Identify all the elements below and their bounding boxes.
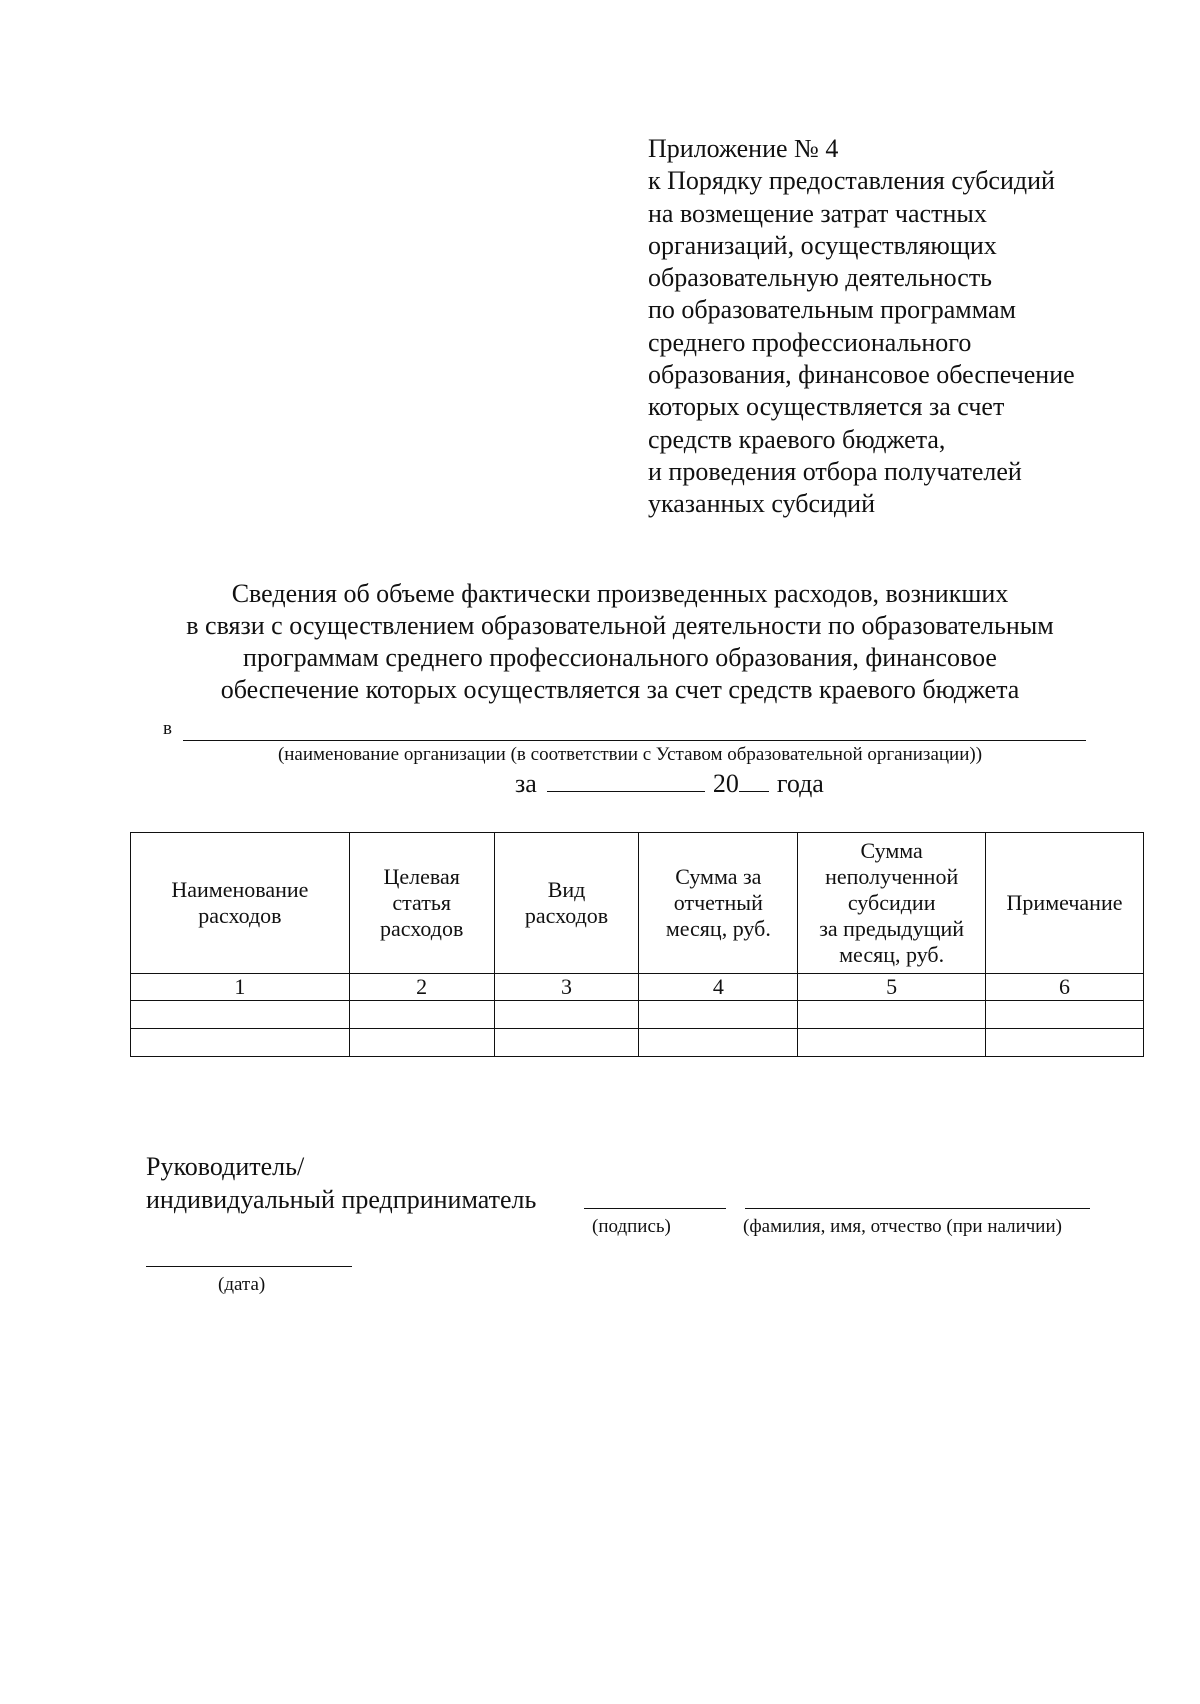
period-year-prefix: 20 bbox=[712, 769, 739, 798]
header-text: Примечание bbox=[1006, 890, 1123, 915]
table-cell[interactable] bbox=[639, 1029, 798, 1057]
column-number: 3 bbox=[494, 974, 639, 1001]
organization-name-field[interactable] bbox=[183, 740, 1086, 741]
table-header-row bbox=[131, 833, 1144, 974]
table-cell[interactable] bbox=[494, 1029, 639, 1057]
full-name-field[interactable] bbox=[745, 1208, 1090, 1209]
organization-row bbox=[163, 714, 1113, 744]
table-row bbox=[131, 1029, 1144, 1057]
table-cell[interactable] bbox=[986, 1029, 1144, 1057]
header-text: месяц, руб. bbox=[665, 916, 771, 941]
date-field[interactable] bbox=[146, 1266, 352, 1267]
header-text: Сумма bbox=[860, 838, 923, 863]
signer-role-line2: индивидуальный предприниматель bbox=[146, 1185, 537, 1214]
table-cell[interactable] bbox=[986, 1001, 1144, 1029]
header-month-sum bbox=[639, 833, 798, 974]
appendix-line: к Порядку предоставления субсидий bbox=[648, 166, 1055, 196]
table-cell[interactable] bbox=[131, 1029, 350, 1057]
signature-caption: (подпись) bbox=[592, 1216, 671, 1237]
appendix-line: по образовательным программам bbox=[648, 295, 1017, 325]
header-expense-name bbox=[131, 833, 350, 974]
header-text: отчетный bbox=[673, 890, 763, 915]
title-line: в связи с осуществлением образовательной деятельности по образовательным bbox=[186, 611, 1054, 640]
appendix-line: средств краевого бюджета, bbox=[648, 424, 946, 454]
appendix-line: среднего профессионального bbox=[648, 327, 972, 357]
header-text: за предыдущий bbox=[819, 916, 965, 941]
appendix-line: указанных субсидий bbox=[648, 489, 875, 519]
expenses-table bbox=[130, 832, 1144, 1057]
column-number: 4 bbox=[639, 974, 798, 1001]
appendix-line: Приложение № 4 bbox=[648, 134, 839, 163]
header-text: Сумма за bbox=[675, 864, 762, 889]
header-unreceived-subsidy bbox=[798, 833, 986, 974]
column-number: 2 bbox=[349, 974, 494, 1001]
table-cell[interactable] bbox=[798, 1001, 986, 1029]
period-suffix: года bbox=[776, 769, 824, 798]
appendix-line: организаций, осуществляющих bbox=[648, 230, 997, 260]
header-text: расходов bbox=[524, 903, 609, 928]
title-line: обеспечение которых осуществляется за счет средств краевого бюджета bbox=[220, 675, 1020, 704]
header-text: Наименование bbox=[171, 877, 309, 902]
header-text: субсидии bbox=[847, 890, 936, 915]
table-cell[interactable] bbox=[798, 1029, 986, 1057]
appendix-block bbox=[648, 133, 1168, 521]
date-caption: (дата) bbox=[218, 1274, 266, 1295]
period-month-field[interactable] bbox=[547, 767, 705, 792]
table-cell[interactable] bbox=[349, 1029, 494, 1057]
appendix-line: образовательную деятельность bbox=[648, 263, 993, 293]
period-prefix: за bbox=[515, 769, 537, 798]
title-line: Сведения об объеме фактически произведенных расходов, возникших bbox=[231, 579, 1009, 608]
header-expense-type bbox=[494, 833, 639, 974]
header-note bbox=[986, 833, 1144, 974]
table-cell[interactable] bbox=[131, 1001, 350, 1029]
signer-role-line1: Руководитель/ bbox=[146, 1152, 305, 1181]
table-cell[interactable] bbox=[349, 1001, 494, 1029]
header-text: неполученной bbox=[825, 864, 959, 889]
organization-hint bbox=[0, 744, 1200, 766]
column-number: 1 bbox=[131, 974, 350, 1001]
header-text: месяц, руб. bbox=[839, 942, 945, 967]
header-text: статья bbox=[392, 890, 451, 915]
period-row bbox=[515, 767, 824, 799]
column-number: 5 bbox=[798, 974, 986, 1001]
appendix-line: на возмещение затрат частных bbox=[648, 198, 987, 228]
title-line: программам среднего профессионального образования, финансовое bbox=[243, 643, 997, 672]
full-name-caption: (фамилия, имя, отчество (при наличии) bbox=[743, 1216, 1062, 1237]
table-cell[interactable] bbox=[639, 1001, 798, 1029]
signature-field[interactable] bbox=[584, 1208, 726, 1209]
appendix-line: образования, финансовое обеспечение bbox=[648, 360, 1075, 390]
table-cell[interactable] bbox=[494, 1001, 639, 1029]
header-text: Вид bbox=[547, 877, 586, 902]
period-year-field[interactable] bbox=[739, 767, 769, 792]
header-text: расходов bbox=[198, 903, 282, 928]
header-target-article bbox=[349, 833, 494, 974]
organization-prefix: в bbox=[163, 718, 172, 739]
column-number: 6 bbox=[986, 974, 1144, 1001]
header-text: расходов bbox=[380, 916, 464, 941]
appendix-line: которых осуществляется за счет bbox=[648, 392, 1005, 422]
table-row bbox=[131, 1001, 1144, 1029]
document-title bbox=[120, 578, 1120, 706]
table-number-row bbox=[131, 974, 1144, 1001]
header-text: Целевая bbox=[383, 864, 460, 889]
signer-block bbox=[146, 1150, 536, 1216]
appendix-line: и проведения отбора получателей bbox=[648, 456, 1022, 486]
organization-hint-text: (наименование организации (в соответствии с Уставом образовательной организации)) bbox=[277, 744, 983, 765]
